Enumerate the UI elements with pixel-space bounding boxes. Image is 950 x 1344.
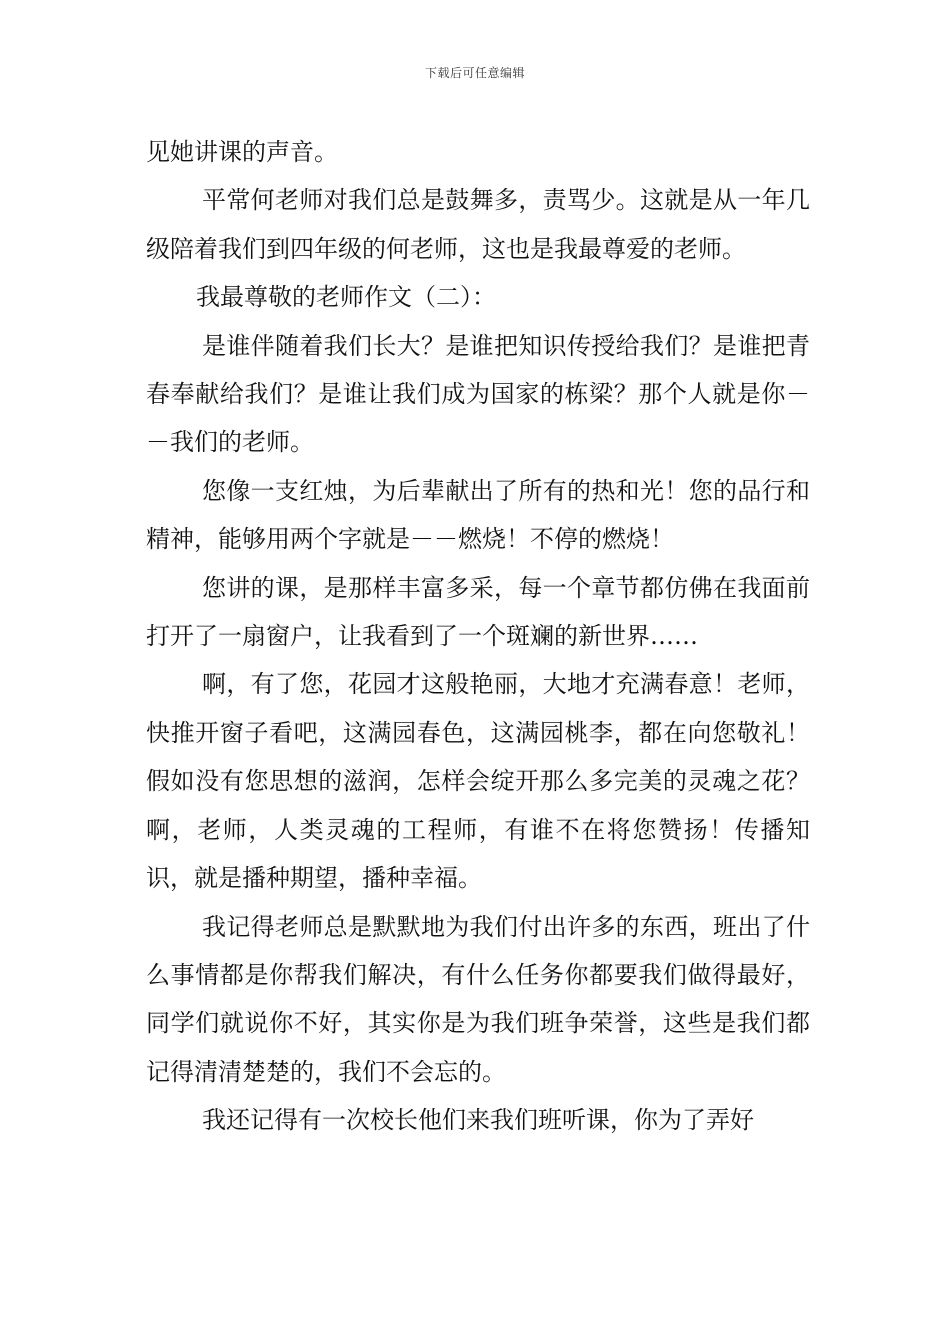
paragraph: 是谁伴随着我们长大？是谁把知识传授给我们？是谁把青春奉献给我们？是谁让我们成为国家的栋梁？那个人就是你－－我们的老师。 — [146, 331, 810, 457]
section-heading: 我最尊敬的老师作文（二）： — [196, 283, 496, 312]
paragraph: 平常何老师对我们总是鼓舞多，责骂少。这就是从一年几级陪着我们到四年级的何老师，这也是我最尊爱的老师。 — [146, 186, 810, 263]
paragraph: 啊，有了您，花园才这般艳丽，大地才充满春意！老师，快推开窗子看吧，这满园春色，这满园桃李，都在向您敬礼！假如没有您思想的滋润，怎样会绽开那么多完美的灵魂之花？啊，老师，人类灵魂的工程师，有谁不在将您赞扬！传播知识，就是播种期望，播种幸福。 — [146, 670, 810, 893]
paragraph: 我记得老师总是默默地为我们付出许多的东西，班出了什么事情都是你帮我们解决，有什么任务你都要我们做得最好，同学们就说你不好，其实你是为我们班争荣誉，这些是我们都记得清清楚楚的，我们不会忘的。 — [146, 912, 810, 1086]
paragraph: 见她讲课的声音。 — [146, 138, 338, 166]
document-body — [146, 128, 810, 1145]
paragraph: 您像一支红烛，为后辈献出了所有的热和光！您的品行和精神，能够用两个字就是－－燃烧！不停的燃烧！ — [146, 476, 810, 554]
page-header: 下载后可任意编辑 — [424, 66, 525, 80]
paragraph: 您讲的课，是那样丰富多采，每一个章节都仿佛在我面前打开了一扇窗户，让我看到了一个斑斓的新世界…… — [146, 573, 810, 651]
paragraph: 我还记得有一次校长他们来我们班听课，你为了弄好 — [202, 1106, 754, 1135]
